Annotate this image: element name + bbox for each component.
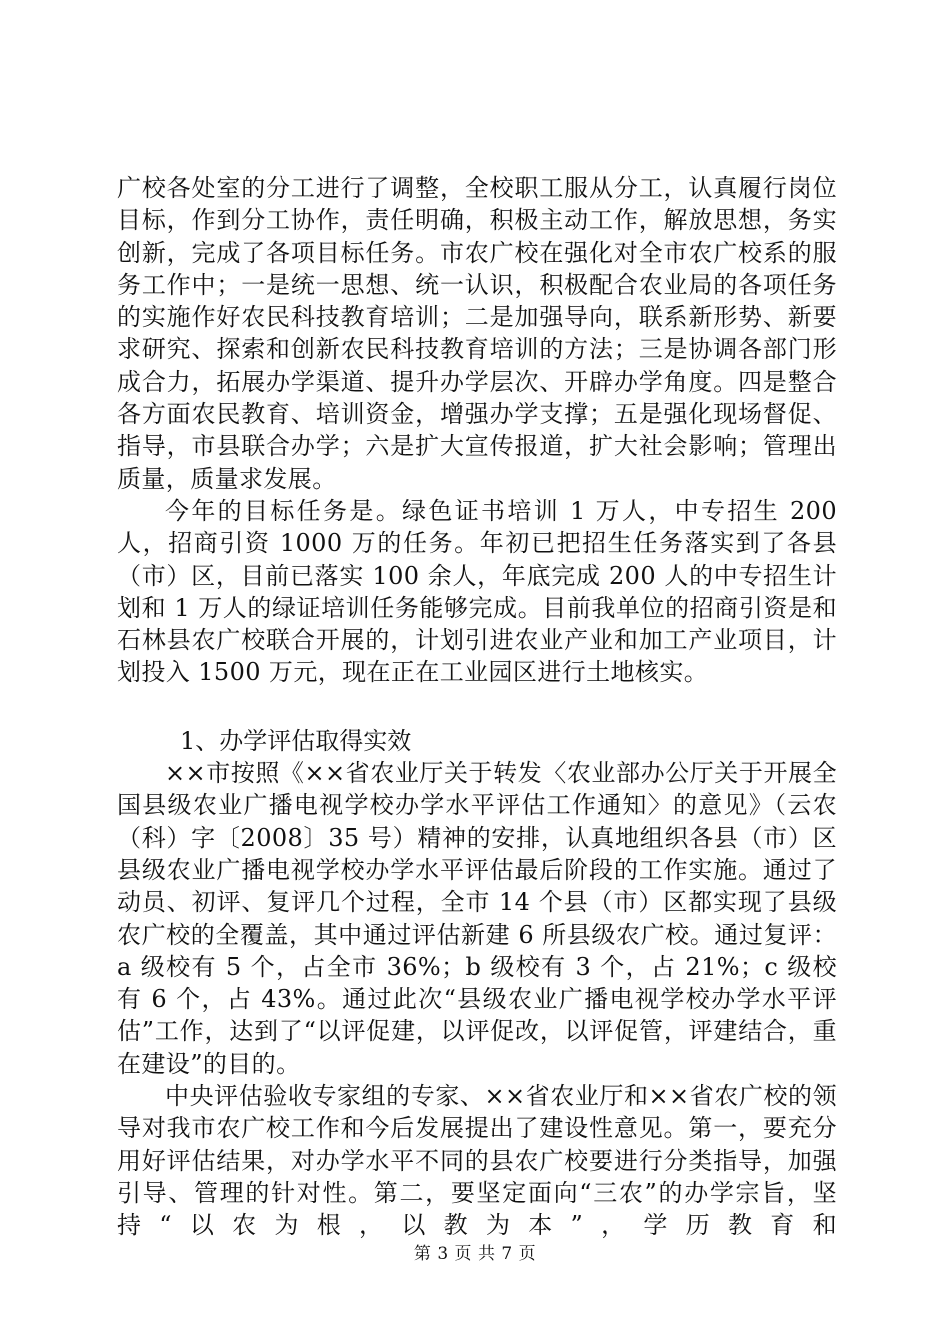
paragraph-1: 广校各处室的分工进行了调整，全校职工服从分工，认真履行岗位目标，作到分工协作，责任明确，积极主动工作，解放思想，务实创新，完成了各项目标任务。市农广校在强化对全市农广校系的服务工作中；一是统一思想、统一认识，积极配合农业局的各项任务的实施作好农民科技教育培训；二是加强导向，联系新形势、新要求研究、探索和创新农民科技教育培训的方法；三是协调各部门形成合力，拓展办学渠道、提升办学层次、开辟办学角度。四是整合各方面农民教育、培训资金，增强办学支撑；五是强化现场督促、指导，市县联合办学；六是扩大宣传报道，扩大社会影响；管理出质量，质量求发展。 (117, 174, 837, 493)
paragraph-gap (117, 689, 837, 725)
paragraph-2: 今年的目标任务是。绿色证书培训 1 万人，中专招生 200 人，招商引资 1000 万的任务。年初已把招生任务落实到了各县（市）区，目前已落实 100 余人，年底完成 200 人的中专招生计划和 1 万人的绿证培训任务能够完成。目前我单位的招商引资是和石林县农广校联合开展的，计划引进农业产业和加工产业项目，计划投入 1500 万元，现在正在工业园区进行土地核实。 (117, 496, 837, 687)
paragraph-3: ××市按照《××省农业厅关于转发〈农业部办公厅关于开展全国县级农业广播电视学校办学水平评估工作通知〉的意见》（云农（科）字〔2008〕35 号）精神的安排，认真地组织各县（市）区县级农业广播电视学校办学水平评估最后阶段的工作实施。通过了动员、初评、复评几个过程，全市 14 个县（市）区都实现了县级农广校的全覆盖，其中通过评估新建 6 所县级农广校。通过复评：a 级校有 5 个，占全市 36%；b 级校有 3 个，占 21%；c 级校有 6 个，占 43%。通过此次“县级农业广播电视学校办学水平评估”工作，达到了“以评促建，以评促改，以评促管，评建结合，重在建设”的目的。 (117, 759, 837, 1078)
document-body (117, 172, 837, 1242)
paragraph-4: 中央评估验收专家组的专家、××省农业厅和××省农广校的领导对我市农广校工作和今后发展提出了建设性意见。第一，要充分用好评估结果，对办学水平不同的县农广校要进行分类指导，加强引导、管理的针对性。第二，要坚定面向“三农”的办学宗旨，坚持“以农为根，以教为本”，学历教育和 (117, 1082, 837, 1240)
page-number-footer: 第 3 页 共 7 页 (413, 1244, 537, 1264)
section-heading: 1、办学评估取得实效 (180, 726, 412, 755)
